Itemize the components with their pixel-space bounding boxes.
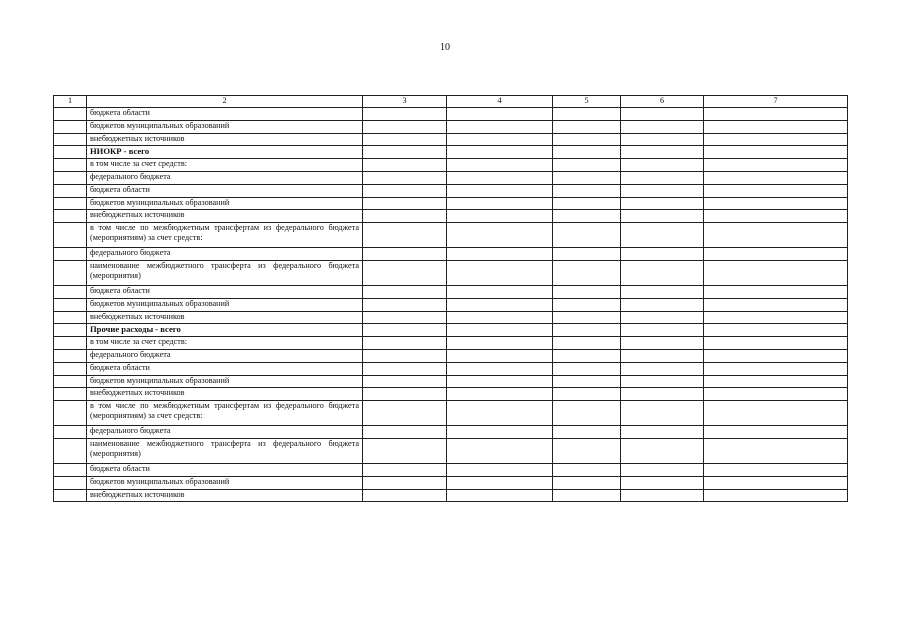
table-cell-col-4 [447, 426, 553, 439]
row-label: федерального бюджета [87, 349, 363, 362]
table-cell-col-7 [704, 337, 848, 350]
table-row [54, 285, 848, 298]
table-cell-col-5 [553, 438, 621, 463]
table-cell-col-6 [621, 337, 704, 350]
table-cell-col-7 [704, 260, 848, 285]
table-cell-col-5 [553, 197, 621, 210]
table-cell-col-4 [447, 133, 553, 146]
table-cell-col-5 [553, 146, 621, 159]
table-row [54, 489, 848, 502]
table-cell-col-3 [363, 248, 447, 261]
table-cell-col-4 [447, 463, 553, 476]
table-cell-col-7 [704, 388, 848, 401]
table-cell-col-3 [363, 146, 447, 159]
table-cell-col-6 [621, 120, 704, 133]
table-cell-col-4 [447, 489, 553, 502]
table-cell-col-5 [553, 210, 621, 223]
table-cell-col-7 [704, 438, 848, 463]
header-col-6: 6 [621, 96, 704, 108]
table-cell-col-4 [447, 248, 553, 261]
table-cell-col-3 [363, 197, 447, 210]
table-cell-col-4 [447, 210, 553, 223]
table-cell-col-6 [621, 362, 704, 375]
table-cell-col-5 [553, 401, 621, 426]
table-cell-col-1 [54, 375, 87, 388]
table-cell-col-5 [553, 223, 621, 248]
table-row [54, 223, 848, 248]
table-cell-col-4 [447, 362, 553, 375]
table-cell-col-7 [704, 120, 848, 133]
table-cell-col-3 [363, 401, 447, 426]
row-label: федерального бюджета [87, 171, 363, 184]
table-cell-col-5 [553, 362, 621, 375]
table-cell-col-4 [447, 184, 553, 197]
table-row [54, 426, 848, 439]
table-cell-col-6 [621, 426, 704, 439]
table-cell-col-7 [704, 197, 848, 210]
table-cell-col-4 [447, 476, 553, 489]
table-cell-col-1 [54, 489, 87, 502]
table-cell-col-1 [54, 438, 87, 463]
table-cell-col-3 [363, 210, 447, 223]
row-label: внебюджетных источников [87, 388, 363, 401]
row-label: бюджета области [87, 463, 363, 476]
table-body [54, 108, 848, 502]
table-cell-col-6 [621, 197, 704, 210]
table-cell-col-6 [621, 476, 704, 489]
table-cell-col-7 [704, 184, 848, 197]
table-cell-col-4 [447, 260, 553, 285]
table-cell-col-5 [553, 285, 621, 298]
table-cell-col-3 [363, 311, 447, 324]
table-cell-col-4 [447, 197, 553, 210]
table-cell-col-3 [363, 324, 447, 337]
table-cell-col-5 [553, 324, 621, 337]
table-cell-col-6 [621, 260, 704, 285]
row-label: бюджета области [87, 362, 363, 375]
table-cell-col-4 [447, 120, 553, 133]
table-cell-col-4 [447, 223, 553, 248]
table-cell-col-7 [704, 476, 848, 489]
page-number: 10 [440, 42, 450, 53]
table-cell-col-5 [553, 120, 621, 133]
table-cell-col-1 [54, 298, 87, 311]
table-cell-col-6 [621, 401, 704, 426]
table-cell-col-5 [553, 375, 621, 388]
table-cell-col-4 [447, 298, 553, 311]
table-cell-col-4 [447, 388, 553, 401]
table-row [54, 197, 848, 210]
table-cell-col-3 [363, 159, 447, 172]
table-cell-col-6 [621, 248, 704, 261]
table-cell-col-1 [54, 184, 87, 197]
table-cell-col-6 [621, 438, 704, 463]
table-cell-col-7 [704, 324, 848, 337]
table-cell-col-5 [553, 426, 621, 439]
table-cell-col-3 [363, 375, 447, 388]
table-cell-col-3 [363, 463, 447, 476]
table-cell-col-1 [54, 248, 87, 261]
table-cell-col-4 [447, 324, 553, 337]
table-cell-col-1 [54, 388, 87, 401]
row-label: бюджетов муниципальных образований [87, 197, 363, 210]
table-cell-col-4 [447, 159, 553, 172]
table-cell-col-5 [553, 133, 621, 146]
table-cell-col-7 [704, 349, 848, 362]
table-cell-col-1 [54, 362, 87, 375]
table-cell-col-1 [54, 171, 87, 184]
table-cell-col-1 [54, 197, 87, 210]
table-row [54, 248, 848, 261]
table-cell-col-3 [363, 476, 447, 489]
table-cell-col-5 [553, 159, 621, 172]
table-cell-col-6 [621, 133, 704, 146]
table-row [54, 146, 848, 159]
table-cell-col-6 [621, 388, 704, 401]
row-label: бюджетов муниципальных образований [87, 375, 363, 388]
table-cell-col-4 [447, 349, 553, 362]
row-label: внебюджетных источников [87, 311, 363, 324]
table-row [54, 401, 848, 426]
table-cell-col-7 [704, 426, 848, 439]
header-col-7: 7 [704, 96, 848, 108]
table-cell-col-7 [704, 375, 848, 388]
table-cell-col-6 [621, 171, 704, 184]
row-label: наименование межбюджетного трансферта из федерального бюджета (мероприятия) [87, 260, 363, 285]
table-cell-col-6 [621, 223, 704, 248]
row-label: бюджета области [87, 108, 363, 121]
table-cell-col-7 [704, 159, 848, 172]
table-cell-col-5 [553, 184, 621, 197]
table-cell-col-3 [363, 120, 447, 133]
table-cell-col-5 [553, 476, 621, 489]
table-cell-col-7 [704, 108, 848, 121]
table-cell-col-4 [447, 171, 553, 184]
row-label: бюджета области [87, 184, 363, 197]
table-row [54, 311, 848, 324]
table-cell-col-1 [54, 159, 87, 172]
table-row [54, 260, 848, 285]
header-col-2: 2 [87, 96, 363, 108]
table-cell-col-4 [447, 375, 553, 388]
table-cell-col-5 [553, 337, 621, 350]
table-cell-col-3 [363, 349, 447, 362]
table-cell-col-3 [363, 108, 447, 121]
row-label: внебюджетных источников [87, 489, 363, 502]
table-cell-col-5 [553, 248, 621, 261]
table-cell-col-3 [363, 133, 447, 146]
row-label: внебюджетных источников [87, 210, 363, 223]
table-cell-col-1 [54, 285, 87, 298]
table-row [54, 159, 848, 172]
table-cell-col-3 [363, 388, 447, 401]
table-cell-col-7 [704, 223, 848, 248]
table-cell-col-6 [621, 311, 704, 324]
table-cell-col-5 [553, 298, 621, 311]
table-cell-col-5 [553, 463, 621, 476]
table-row [54, 171, 848, 184]
table-cell-col-1 [54, 401, 87, 426]
table-row [54, 324, 848, 337]
row-label: бюджетов муниципальных образований [87, 476, 363, 489]
table-cell-col-6 [621, 108, 704, 121]
header-col-3: 3 [363, 96, 447, 108]
row-label: в том числе по межбюджетным трансфертам из федерального бюджета (мероприятиям) за счет средств: [87, 223, 363, 248]
table-cell-col-7 [704, 248, 848, 261]
table-cell-col-7 [704, 133, 848, 146]
table-row [54, 349, 848, 362]
header-col-1: 1 [54, 96, 87, 108]
table-cell-col-6 [621, 210, 704, 223]
table-cell-col-6 [621, 463, 704, 476]
table-cell-col-6 [621, 184, 704, 197]
table-cell-col-6 [621, 349, 704, 362]
table-cell-col-3 [363, 489, 447, 502]
table-cell-col-1 [54, 349, 87, 362]
table-cell-col-4 [447, 146, 553, 159]
table-cell-col-7 [704, 146, 848, 159]
table-cell-col-3 [363, 171, 447, 184]
table-cell-col-1 [54, 108, 87, 121]
table-cell-col-5 [553, 349, 621, 362]
table-header [54, 96, 848, 108]
table-cell-col-3 [363, 337, 447, 350]
row-label: в том числе по межбюджетным трансфертам из федерального бюджета (мероприятиям) за счет средств: [87, 401, 363, 426]
table-cell-col-7 [704, 171, 848, 184]
table-cell-col-6 [621, 375, 704, 388]
table-cell-col-7 [704, 298, 848, 311]
table-cell-col-1 [54, 260, 87, 285]
table-cell-col-7 [704, 489, 848, 502]
table-cell-col-1 [54, 223, 87, 248]
row-label: бюджетов муниципальных образований [87, 298, 363, 311]
table-cell-col-1 [54, 210, 87, 223]
table-cell-col-7 [704, 311, 848, 324]
row-label: НИОКР - всего [87, 146, 363, 159]
table-cell-col-5 [553, 388, 621, 401]
table-cell-col-3 [363, 223, 447, 248]
table-row [54, 298, 848, 311]
table-cell-col-3 [363, 298, 447, 311]
table-cell-col-3 [363, 285, 447, 298]
table-cell-col-1 [54, 463, 87, 476]
table-cell-col-7 [704, 401, 848, 426]
table-cell-col-4 [447, 337, 553, 350]
table-row [54, 120, 848, 133]
table-cell-col-3 [363, 362, 447, 375]
table-cell-col-4 [447, 401, 553, 426]
header-row [54, 96, 848, 108]
table-cell-col-7 [704, 285, 848, 298]
table-cell-col-5 [553, 260, 621, 285]
table-row [54, 133, 848, 146]
table-cell-col-3 [363, 184, 447, 197]
table-cell-col-4 [447, 285, 553, 298]
table-cell-col-6 [621, 324, 704, 337]
table-row [54, 337, 848, 350]
table-cell-col-6 [621, 489, 704, 502]
table-cell-col-6 [621, 298, 704, 311]
table-cell-col-5 [553, 171, 621, 184]
row-label: Прочие расходы - всего [87, 324, 363, 337]
table-cell-col-1 [54, 426, 87, 439]
table-row [54, 476, 848, 489]
table-cell-col-7 [704, 362, 848, 375]
table-cell-col-3 [363, 438, 447, 463]
row-label: федерального бюджета [87, 426, 363, 439]
header-col-5: 5 [553, 96, 621, 108]
table-cell-col-1 [54, 337, 87, 350]
table-cell-col-6 [621, 159, 704, 172]
row-label: бюджета области [87, 285, 363, 298]
table-cell-col-5 [553, 311, 621, 324]
table-cell-col-4 [447, 108, 553, 121]
table-cell-col-1 [54, 146, 87, 159]
table-cell-col-4 [447, 311, 553, 324]
row-label: бюджетов муниципальных образований [87, 120, 363, 133]
table-cell-col-1 [54, 311, 87, 324]
table-row [54, 210, 848, 223]
table-cell-col-3 [363, 260, 447, 285]
row-label: в том числе за счет средств: [87, 159, 363, 172]
budget-table [53, 95, 848, 502]
table-row [54, 362, 848, 375]
table-cell-col-7 [704, 210, 848, 223]
table-cell-col-1 [54, 324, 87, 337]
table-row [54, 184, 848, 197]
table-cell-col-1 [54, 476, 87, 489]
table-cell-col-7 [704, 463, 848, 476]
table-cell-col-5 [553, 489, 621, 502]
table-row [54, 388, 848, 401]
table-cell-col-1 [54, 133, 87, 146]
row-label: федерального бюджета [87, 248, 363, 261]
table-cell-col-6 [621, 146, 704, 159]
header-col-4: 4 [447, 96, 553, 108]
table-cell-col-4 [447, 438, 553, 463]
row-label: в том числе за счет средств: [87, 337, 363, 350]
table-cell-col-3 [363, 426, 447, 439]
table-cell-col-1 [54, 120, 87, 133]
row-label: наименование межбюджетного трансферта из федерального бюджета (мероприятия) [87, 438, 363, 463]
row-label: внебюджетных источников [87, 133, 363, 146]
table-row [54, 375, 848, 388]
table-row [54, 463, 848, 476]
table-cell-col-6 [621, 285, 704, 298]
table-row [54, 438, 848, 463]
table-row [54, 108, 848, 121]
table-cell-col-5 [553, 108, 621, 121]
